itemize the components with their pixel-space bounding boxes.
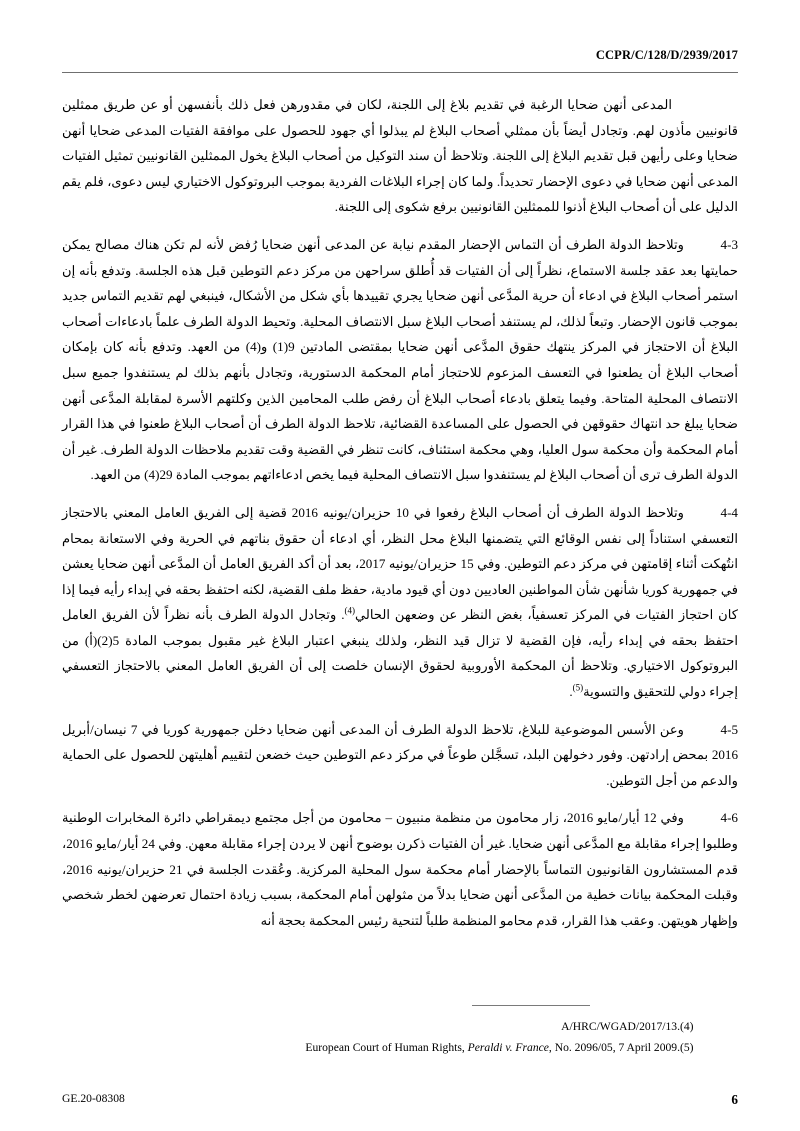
footnote-list xyxy=(62,1016,738,1058)
paragraph-text: وعن الأسس الموضوعية للبلاغ، تلاحظ الدولة الطرف أن المدعى أنهن ضحايا دخلن جمهورية كوريا في 7 نيسان/أبريل 2016 بمحض إرادتهن. وفور دخولهن البلد، تسجَّلن طوعاً في مركز دعم التوطين حيث خضعن لتقييم أهليتهن للحصول على الحماية والدعم من أجل التوطين. xyxy=(62,721,738,788)
footnote-separator-rule xyxy=(472,1005,590,1006)
page-footer xyxy=(62,1092,738,1112)
paragraph-4-6 xyxy=(62,805,738,933)
paragraph-number: 4-3 xyxy=(720,236,738,252)
paragraph-text: المدعى أنهن ضحايا الرغبة في تقديم بلاغ إلى اللجنة، لكان في مقدورهن فعل ذلك بأنفسهن أو عن طريق ممثلين قانونيين مأذون لهم. وتجادل أيضاً بأن ممثلي أصحاب البلاغ لم يبذلوا أي جهود للحصول على موافقة الفتيات المدعى ضحايا أنهن ضحايا وعلى رأيهن قبل تقديم البلاغ إلى اللجنة. وتلاحظ أن سند التوكيل من أصحاب البلاغ يخول الممثلين القانونيين تمثيل الفتيات المدعى أنهن ضحايا في دعوى الإحضار تحديداً. ولما كان إجراء البلاغات الفردية بموجب البروتوكول الاختياري ليس دعوى، فلم يقم الدليل على أن أصحاب البلاغ أذنوا للممثلين القانونيين برفع شكوى إلى اللجنة. xyxy=(62,97,738,215)
footnote-marker: (4) xyxy=(680,1020,694,1033)
paragraph-number: 4-4 xyxy=(720,504,738,520)
paragraph-continuation xyxy=(62,92,738,220)
page-number: 6 xyxy=(731,1092,738,1107)
paragraph-text-after-2: . xyxy=(569,684,573,700)
paragraph-text: وتلاحظ الدولة الطرف أن أصحاب البلاغ رفعوا في 10 حزيران/يونيه 2016 قضية إلى الفريق العامل المعني بالاحتجاز التعسفي استناداً إلى نفس الوقائع التي يتضمنها البلاغ محل النظر، أي ادعاء أن حقوق بناتهم في الحرية وفي الاستعانة بمحام انتُهكت أثناء إقامتهن في مركز دعم التوطين. وفي 15 حزيران/يونيه 2017، بعد أن أكد الفريق العامل أن المدَّعى أنهن ضحايا يعشن في جمهورية كوريا شأنهن شأن المواطنين العاديين دون أي قيود مادية، حفظ ملف القضية، لكنه احتفظ بحقه في إبداء رأيه فيما إذا كان احتجاز الفتيات في المركز تعسفياً، بغض النظر عن وضعهن الحالي xyxy=(62,504,738,623)
footnote-marker: (5) xyxy=(680,1041,694,1054)
paragraph-number: 4-5 xyxy=(720,721,738,737)
footnote-text xyxy=(561,1016,680,1037)
header-divider xyxy=(62,72,738,73)
document-body xyxy=(62,92,738,943)
footnote-segment-suffix: , No. 2096/05, 7 April 2009. xyxy=(548,1041,680,1054)
footnote-text xyxy=(305,1037,680,1058)
footnote-item xyxy=(62,1016,738,1037)
footnote-reference-5[interactable]: (5) xyxy=(572,682,584,693)
footnote-reference-4[interactable]: (4) xyxy=(344,605,356,616)
footnote-segment: A/HRC/WGAD/2017/13. xyxy=(561,1020,680,1033)
paragraph-4-5 xyxy=(62,717,738,794)
footnote-case-name: Peraldi v. France xyxy=(467,1041,549,1054)
paragraph-4-4 xyxy=(62,500,738,705)
footnote-item xyxy=(62,1037,738,1058)
footnote-segment-prefix: European Court of Human Rights, xyxy=(305,1041,468,1054)
paragraph-text: وتلاحظ الدولة الطرف أن التماس الإحضار المقدم نيابة عن المدعى أنهن ضحايا رُفض لأنه لم تكن هناك مصالح يمكن حمايتها بعد عقد جلسة الاستماع، نظراً إلى أن الفتيات قد أُطلق سراحهن من مركز دعم التوطين قبل هذه الجلسة. وتدفع بأنه إن استمر أصحاب البلاغ في ادعاء أن حرية المدَّعى أنهن ضحايا يجري تقييدها بأي شكل من الأشكال، فينبغي لهم تقديم التماس جديد بموجب قانون الإحضار. وتبعاً لذلك، لم يستنفد أصحاب البلاغ سبل الانتصاف المحلية. وتحيط الدولة الطرف علماً بادعاءات أصحاب البلاغ أن الاحتجاز في المركز ينتهك حقوق المدَّعى أنهن ضحايا بمقتضى المادتين 9(1) و(4) من العهد. وتدفع بأنه كان بإمكان أصحاب البلاغ أن يطعنوا في التعسف المزعوم للاحتجاز أمام المحكمة الدستورية، وتجادل بأنهم بذلك لم يستنفدوا جميع سبل الانتصاف المحلية المتاحة. وفيما يتعلق بادعاء أصحاب البلاغ أن رفض طلب المحامين الذين وكلتهم الأسرة لمقابلة المدَّعى أنهن ضحايا يبلغ حد انتهاك حقوقهن في الحصول على المساعدة القضائية، تلاحظ الدولة الطرف أن أصحاب البلاغ طعنوا في هذا القرار أمام المحكمة وأن محكمة سول العليا، وهي محكمة استئناف، كانت تنظر في القضية وقت تقديم ملاحظات الدولة الطرف. غير أن الدولة الطرف ترى أن أصحاب البلاغ لم يستنفدوا سبل الانتصاف المحلية فيما يخص ادعاءاتهم بموجب المادة 29(4) من العهد. xyxy=(62,236,738,483)
job-number: GE.20-08308 xyxy=(62,1092,125,1105)
paragraph-4-3 xyxy=(62,232,738,488)
paragraph-number: 4-6 xyxy=(720,810,738,826)
document-symbol: CCPR/C/128/D/2939/2017 xyxy=(595,48,738,62)
paragraph-text-after: . وتجادل الدولة الطرف بأنه نظراً لأن الفريق العامل احتفظ بحقه في إبداء رأيه، فإن القضية لا تزال قيد النظر، ولذلك ينبغي اعتبار البلاغ غير مقبول بموجب المادة 5(2)(أ) من البروتوكول الاختياري. وتلاحظ أن المحكمة الأوروبية لحقوق الإنسان خلصت إلى أن الفريق العامل المعني بالاحتجاز التعسفي إجراء دولي للتحقيق والتسوية xyxy=(62,607,738,700)
page-header xyxy=(62,48,738,82)
paragraph-text: وفي 12 أيار/مايو 2016، زار محامون من منظمة منبيون – محامون من أجل مجتمع ديمقراطي دائرة المخابرات الوطنية وطلبوا إجراء مقابلة مع المدَّعى أنهن ضحايا. غير أن الفتيات ذكرن بوضوح أنهن لا يردن إجراء مقابلة معهن. وفي 24 أيار/مايو 2016، قدم المستشارون القانونيون التماساً بالإحضار أمام محكمة سول المحلية المركزية. وعُقدت الجلسة في 21 حزيران/يونيه 2016، وقبلت المحكمة بيانات خطية من المدَّعى أنهن ضحايا بدلاً من مثولهن أمام المحكمة، بسبب زيادة احتمال تعرضهن لخطر شخصي وإظهار هويتهن. وعقب هذا القرار، قدم محامو المنظمة طلباً لتنحية رئيس المحكمة بحجة أنه xyxy=(62,810,738,928)
